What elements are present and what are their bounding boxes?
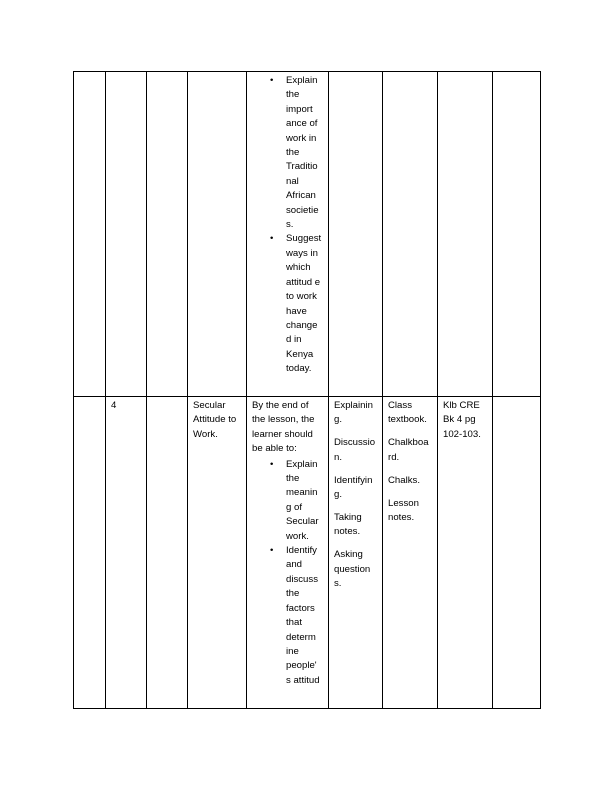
subtopic-cell: Secular Attitude to Work. xyxy=(188,397,247,709)
activities-cell xyxy=(329,397,383,709)
resources-cell xyxy=(383,72,438,397)
references-cell: Klb CRE Bk 4 pg 102-103. xyxy=(438,397,493,709)
lesson-cell xyxy=(106,72,147,397)
references-cell xyxy=(438,72,493,397)
lesson-cell: 4 xyxy=(106,397,147,709)
table-row xyxy=(74,397,541,709)
objective-item: • Explain the import ance of work in the Traditio nal African societie s. xyxy=(252,74,323,232)
activity-item: Discussio n. xyxy=(334,437,376,463)
week-cell xyxy=(74,397,106,709)
objectives-list xyxy=(252,458,323,689)
objective-item: • Suggest ways in which attitud e to work have change d in Kenya today. xyxy=(252,232,323,376)
objectives-intro: By the end of the lesson, the learner should be able to: xyxy=(252,400,315,455)
topic-cell xyxy=(147,397,188,709)
resource-item: Class textbook. xyxy=(388,400,427,426)
resource-item: Chalkboa rd. xyxy=(388,437,429,463)
activities-cell xyxy=(329,72,383,397)
remarks-cell xyxy=(493,72,541,397)
objectives-list xyxy=(252,74,323,377)
resource-item: Chalks. xyxy=(388,474,420,486)
week-cell xyxy=(74,72,106,397)
objectives-cell xyxy=(247,72,329,397)
activity-item: Explainin g. xyxy=(334,400,373,426)
objective-item: • Identify and discuss the factors that determ ine people' s attitud xyxy=(252,544,323,688)
resources-cell xyxy=(383,397,438,709)
activity-item: Identifyin g. xyxy=(334,474,373,501)
topic-cell xyxy=(147,72,188,397)
table-row xyxy=(74,72,541,397)
activity-item: Asking question s. xyxy=(334,549,371,590)
scheme-of-work-table xyxy=(73,71,541,709)
remarks-cell xyxy=(493,397,541,709)
objective-item: • Explain the meanin g of Secular work. xyxy=(252,458,323,544)
resource-item: Lesson notes. xyxy=(388,497,419,523)
objectives-cell xyxy=(247,397,329,709)
subtopic-cell xyxy=(188,72,247,397)
activity-item: Taking notes. xyxy=(334,511,362,538)
